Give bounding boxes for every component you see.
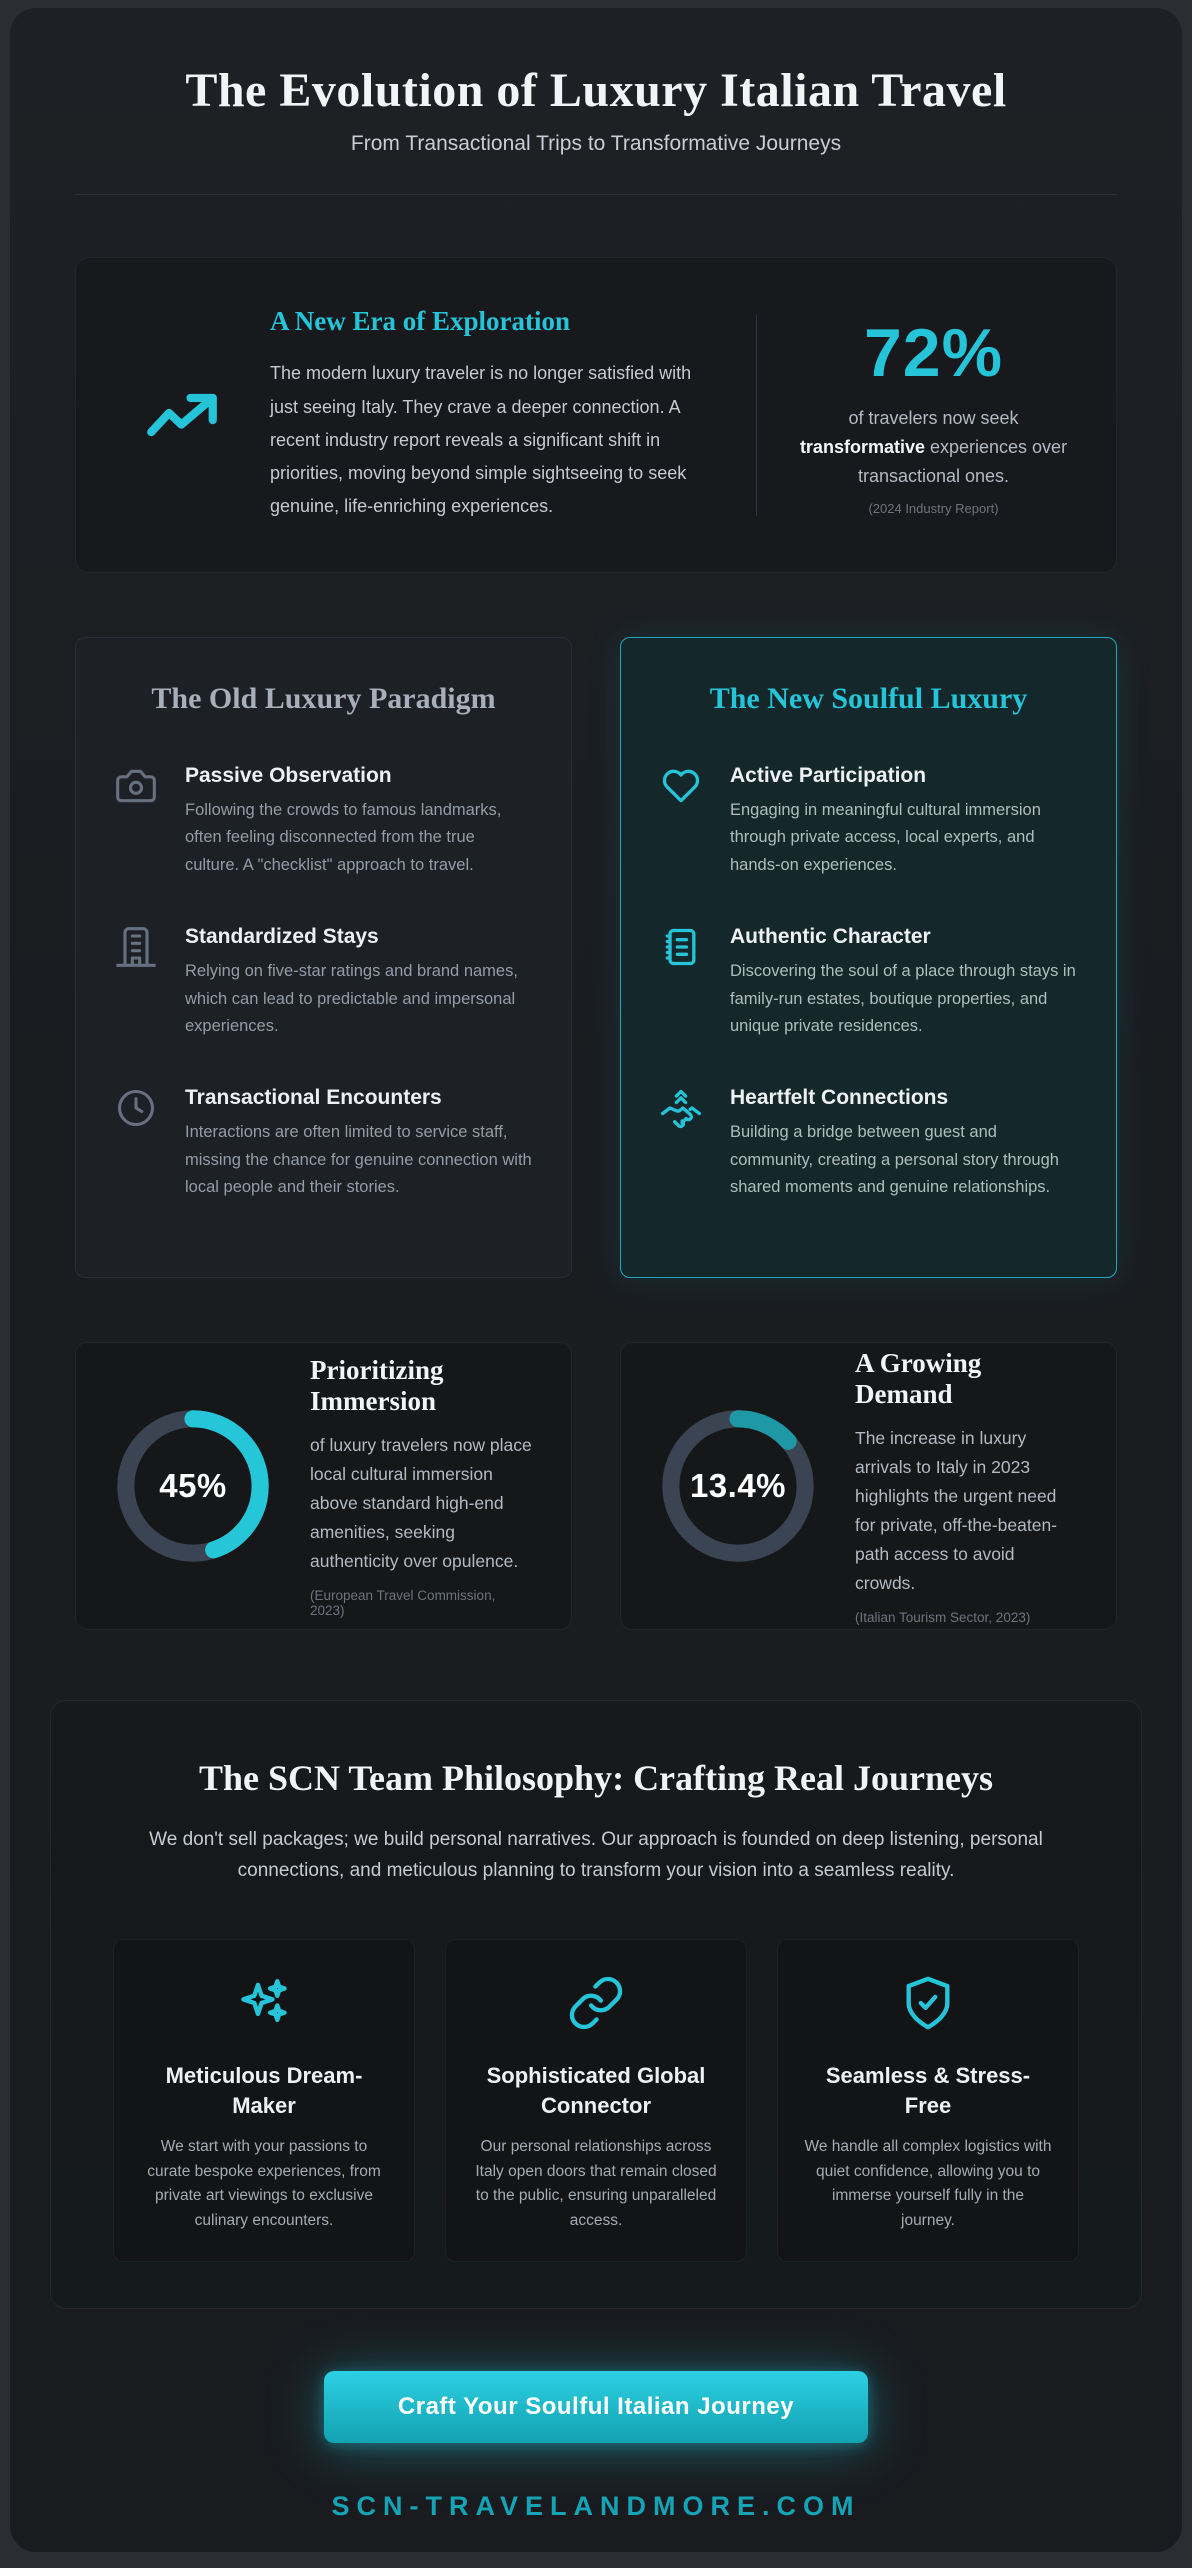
item-body: Following the crowds to famous landmarks, often feeling disconnected from the true culture. A "checklist" approach to travel. xyxy=(185,801,502,874)
donut-center-label: 45% xyxy=(159,1467,227,1505)
item-title: Standardized Stays xyxy=(185,925,379,949)
heart-icon xyxy=(659,764,705,879)
stat-body: The increase in luxury arrivals to Italy in 2023 highlights the urgent need for private, off-the-beaten-path access to avoid crowds. xyxy=(855,1428,1058,1594)
camera-icon xyxy=(114,764,160,879)
stat-title: A Growing Demand xyxy=(855,1348,982,1410)
website-link[interactable]: SCN-TRAVELANDMORE.COM xyxy=(331,2491,861,2522)
shield-check-icon xyxy=(804,1974,1052,2037)
stat-text-block xyxy=(310,1355,533,1617)
donut-center-label: 13.4% xyxy=(689,1467,787,1505)
item-body: Discovering the soul of a place through stays in family-run estates, boutique properties, and unique private residences. xyxy=(730,962,1076,1035)
list-item xyxy=(114,764,533,879)
hero-stat-prefix: of travelers now seek xyxy=(848,408,1019,429)
phil-card-title: Meticulous Dream-Maker xyxy=(165,2062,363,2118)
list-item-text xyxy=(185,764,533,879)
sparkles-icon xyxy=(140,1974,388,2037)
list-item-text xyxy=(730,764,1078,879)
immersion-donut-chart xyxy=(114,1407,272,1565)
list-item-text xyxy=(185,1086,533,1201)
item-title: Authentic Character xyxy=(730,925,931,949)
list-item xyxy=(659,1086,1078,1201)
dream-maker-card xyxy=(113,1939,415,2262)
handshake-icon xyxy=(659,1086,705,1201)
stat-source: (European Travel Commission, 2023) xyxy=(310,1587,496,1618)
list-item xyxy=(659,764,1078,879)
demand-stat-card xyxy=(620,1342,1117,1630)
trending-up-icon xyxy=(118,374,246,456)
item-title: Heartfelt Connections xyxy=(730,1086,949,1110)
phil-card-title: Sophisticated Global Connector xyxy=(486,2062,706,2118)
immersion-stat-card xyxy=(75,1342,572,1630)
link-icon xyxy=(472,1974,720,2037)
item-body: Building a bridge between guest and community, creating a personal story through shared moments and genuine relationships. xyxy=(730,1123,1059,1196)
page-subtitle: From Transactional Trips to Transformative Journeys xyxy=(350,132,842,155)
header-divider xyxy=(75,194,1117,195)
item-body: Relying on five-star ratings and brand names, which can lead to predictable and impersonal experiences. xyxy=(185,962,518,1035)
stat-title: Prioritizing Immersion xyxy=(310,1355,444,1417)
old-paradigm-heading: The Old Luxury Paradigm xyxy=(151,682,496,715)
hero-stat-source: (2024 Industry Report) xyxy=(868,500,999,516)
new-luxury-card xyxy=(620,637,1117,1278)
list-item-text xyxy=(730,925,1078,1040)
hero-stat-suffix: experiences over transactional ones. xyxy=(857,437,1068,486)
phil-card-title: Seamless & Stress-Free xyxy=(825,2062,1031,2118)
item-title: Active Participation xyxy=(730,764,927,787)
cta-container xyxy=(75,2371,1117,2443)
stat-body: of luxury travelers now place local cultural immersion above standard high-end amenities, seeking authenticity over opulence. xyxy=(310,1435,532,1572)
scroll-icon xyxy=(659,925,705,1040)
list-item-text xyxy=(730,1086,1078,1201)
phil-card-body: We start with your passions to curate bespoke experiences, from private art viewings to exclusive culinary encounters. xyxy=(147,2138,381,2229)
demand-donut-chart xyxy=(659,1407,817,1565)
philosophy-section xyxy=(50,1700,1142,2309)
stat-source: (Italian Tourism Sector, 2023) xyxy=(855,1609,1031,1625)
item-body: Interactions are often limited to service staff, missing the chance for genuine connection with local people and their stories. xyxy=(185,1123,532,1196)
hero-stat-description xyxy=(793,404,1074,490)
stress-free-card xyxy=(777,1939,1079,2262)
hero-body: The modern luxury traveler is no longer satisfied with just seeing Italy. They crave a deeper connection. A recent industry report reveals a significant shift in priorities, moving beyond simple sightseeing to seek genuine, life-enriching experiences. xyxy=(270,363,692,517)
philosophy-heading: The SCN Team Philosophy: Crafting Real Journeys xyxy=(198,1758,994,1799)
cta-button[interactable]: Craft Your Soulful Italian Journey xyxy=(324,2371,868,2443)
item-title: Transactional Encounters xyxy=(185,1086,442,1110)
hotel-icon xyxy=(114,925,160,1040)
stat-text-block xyxy=(855,1348,1078,1624)
list-item xyxy=(659,925,1078,1040)
phil-card-body: We handle all complex logistics with quiet confidence, allowing you to immerse yourself fully in the journey. xyxy=(804,2138,1052,2229)
hero-heading: A New Era of Exploration xyxy=(270,306,570,337)
global-connector-card xyxy=(445,1939,747,2262)
page-title: The Evolution of Luxury Italian Travel xyxy=(185,64,1007,117)
list-item-text xyxy=(185,925,533,1040)
phil-card-body: Our personal relationships across Italy open doors that remain closed to the public, ensuring unparalleled access. xyxy=(475,2138,717,2229)
infographic-panel xyxy=(10,8,1182,2552)
comparison-section xyxy=(75,637,1117,1278)
old-paradigm-card xyxy=(75,637,572,1278)
list-item xyxy=(114,1086,533,1201)
hero-stat-value: 72% xyxy=(863,315,1004,392)
hero-text-block xyxy=(246,306,756,523)
hero-stat-bold: transformative xyxy=(799,437,925,458)
philosophy-cards-row xyxy=(113,1939,1079,2262)
hero-card xyxy=(75,257,1117,573)
item-title: Passive Observation xyxy=(185,764,392,787)
hero-stat-block xyxy=(756,314,1074,515)
clock-icon xyxy=(114,1086,160,1201)
new-luxury-heading: The New Soulful Luxury xyxy=(709,682,1028,715)
list-item xyxy=(114,925,533,1040)
stats-section xyxy=(75,1342,1117,1630)
item-body: Engaging in meaningful cultural immersion through private access, local experts, and hands-on experiences. xyxy=(730,801,1041,874)
philosophy-intro: We don't sell packages; we build personal narratives. Our approach is founded on deep listening, personal connections, and meticulous planning to transform your vision into a seamless reality. xyxy=(149,1829,1043,1882)
